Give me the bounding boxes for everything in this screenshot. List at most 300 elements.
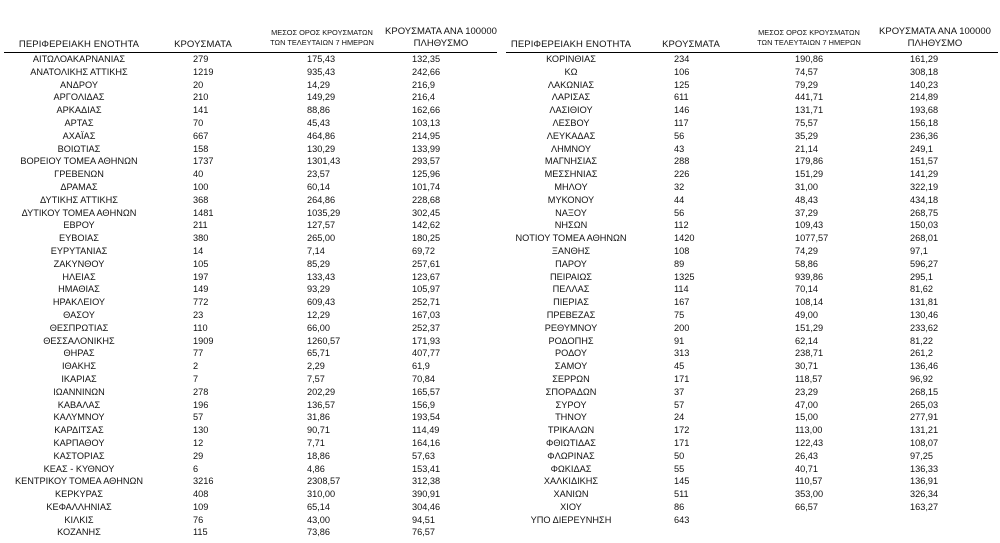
per100k-cell: 125,96 xyxy=(412,169,441,180)
per100k-cell: 164,16 xyxy=(412,437,441,448)
avg7-cell: 15,00 xyxy=(795,412,818,423)
per100k-cell: 252,37 xyxy=(412,322,441,333)
region-cell: ΣΠΟΡΑΔΩΝ xyxy=(545,386,597,397)
table-row xyxy=(0,130,500,143)
table-row xyxy=(506,488,1000,501)
cases-cell: 70 xyxy=(193,117,204,128)
region-cell: ΗΛΕΙΑΣ xyxy=(62,271,96,282)
per100k-cell: 103,13 xyxy=(412,117,441,128)
region-cell: ΡΟΔΟΠΗΣ xyxy=(548,335,594,346)
avg7-cell: 130,29 xyxy=(307,143,336,154)
table-row xyxy=(0,66,500,79)
table-row xyxy=(0,501,500,514)
table-row xyxy=(0,386,500,399)
region-cell: ΛΕΥΚΑΔΑΣ xyxy=(546,130,596,141)
region-cell: ΛΗΜΝΟΥ xyxy=(550,143,592,154)
region-cell: ΔΡΑΜΑΣ xyxy=(60,181,98,192)
region-cell: ΑΝΔΡΟΥ xyxy=(59,79,98,90)
cases-cell: 234 xyxy=(674,54,690,64)
region-cell: ΝΗΣΩΝ xyxy=(554,220,588,231)
avg7-cell: 74,29 xyxy=(795,245,818,256)
avg7-cell: 264,86 xyxy=(307,194,336,205)
cases-cell: 1481 xyxy=(193,207,214,218)
cases-cell: 288 xyxy=(674,156,690,167)
table-row xyxy=(0,91,500,104)
cases-cell: 76 xyxy=(193,514,204,525)
region-cell: ΕΒΡΟΥ xyxy=(63,220,95,231)
table-row xyxy=(506,245,1000,258)
table-row xyxy=(506,347,1000,360)
avg7-cell: 2308,57 xyxy=(307,476,341,487)
table-row xyxy=(506,219,1000,232)
table-row xyxy=(506,501,1000,514)
region-cell: ΚΙΛΚΙΣ xyxy=(64,514,94,525)
header-avg7 xyxy=(262,28,382,47)
cases-cell: 380 xyxy=(193,233,209,244)
cases-cell: 200 xyxy=(674,322,690,333)
avg7-cell: 353,00 xyxy=(795,489,824,500)
table-row xyxy=(506,130,1000,143)
avg7-cell: 47,00 xyxy=(795,399,818,410)
per100k-cell: 302,45 xyxy=(412,207,441,218)
avg7-cell: 1301,43 xyxy=(307,156,341,167)
avg7-cell: 45,43 xyxy=(307,117,330,128)
table-row xyxy=(0,53,500,66)
per100k-cell: 390,91 xyxy=(412,489,441,500)
avg7-cell: 441,71 xyxy=(795,92,824,103)
region-cell: ΧΑΝΙΩΝ xyxy=(553,489,589,500)
table-row xyxy=(506,53,1000,66)
region-cell: ΛΑΚΩΝΙΑΣ xyxy=(547,79,595,90)
region-cell: ΚΕΝΤΡΙΚΟΥ ΤΟΜΕΑ ΑΘΗΝΩΝ xyxy=(14,476,144,487)
table-row xyxy=(0,271,500,284)
cases-cell: 197 xyxy=(193,271,209,282)
cases-cell: 278 xyxy=(193,386,209,397)
region-cell: ΣΑΜΟΥ xyxy=(554,361,588,372)
region-cell: ΑΡΚΑΔΙΑΣ xyxy=(56,105,102,116)
avg7-cell: 238,71 xyxy=(795,348,824,359)
cases-cell: 611 xyxy=(674,92,689,103)
table-row xyxy=(0,283,500,296)
per100k-cell: 326,34 xyxy=(910,489,939,500)
cases-cell: 57 xyxy=(674,399,685,410)
avg7-cell: 90,71 xyxy=(307,425,330,436)
header-cases: ΚΡΟΥΣΜΑΤΑ xyxy=(174,39,232,50)
cases-cell: 141 xyxy=(193,105,209,116)
cases-cell: 45 xyxy=(674,361,685,372)
region-cell: ΝΟΤΙΟΥ ΤΟΜΕΑ ΑΘΗΝΩΝ xyxy=(515,233,627,244)
cases-cell: 77 xyxy=(193,348,204,359)
cases-cell: 667 xyxy=(193,130,209,141)
region-cell: ΚΑΛΥΜΝΟΥ xyxy=(53,412,105,423)
avg7-cell: 70,14 xyxy=(795,284,818,295)
per100k-cell: 252,71 xyxy=(412,297,441,308)
avg7-cell: 1260,57 xyxy=(307,335,341,346)
per100k-cell: 131,81 xyxy=(910,297,939,308)
header-per100k xyxy=(382,26,500,50)
header-region: ΠΕΡΙΦΕΡΕΙΑΚΗ ΕΝΟΤΗΤΑ xyxy=(510,39,632,50)
region-cell: ΦΩΚΙΔΑΣ xyxy=(550,463,592,474)
table-row xyxy=(0,463,500,476)
cases-cell: 408 xyxy=(193,489,209,500)
table-row xyxy=(506,475,1000,488)
per100k-cell: 151,57 xyxy=(910,156,939,167)
table-row xyxy=(0,424,500,437)
table-row xyxy=(0,155,500,168)
avg7-cell: 4,86 xyxy=(307,463,325,474)
per100k-cell: 156,9 xyxy=(412,399,435,410)
table-row xyxy=(0,514,500,527)
header-cases: ΚΡΟΥΣΜΑΤΑ xyxy=(662,39,720,50)
avg7-cell: 151,29 xyxy=(795,322,824,333)
per100k-cell: 165,57 xyxy=(412,386,441,397)
avg7-cell: 1077,57 xyxy=(795,233,829,244)
per100k-cell: 277,91 xyxy=(910,412,939,423)
region-cell: ΚΑΡΠΑΘΟΥ xyxy=(53,437,105,448)
per100k-cell: 162,66 xyxy=(412,105,441,116)
cases-cell: 2 xyxy=(193,361,199,372)
region-cell: ΡΟΔΟΥ xyxy=(554,348,587,359)
cases-cell: 210 xyxy=(193,92,209,103)
region-cell: ΦΛΩΡΙΝΑΣ xyxy=(547,450,595,461)
per100k-cell: 228,68 xyxy=(412,194,441,205)
per100k-cell: 131,21 xyxy=(910,425,939,436)
region-cell: ΠΡΕΒΕΖΑΣ xyxy=(546,309,596,320)
per100k-cell: 295,1 xyxy=(910,271,933,282)
table-row xyxy=(506,232,1000,245)
table-row xyxy=(506,437,1000,450)
region-cell: ΤΗΝΟΥ xyxy=(555,412,587,423)
cases-cell: 44 xyxy=(674,194,685,205)
per100k-cell: 101,74 xyxy=(412,181,441,192)
cases-cell: 29 xyxy=(193,450,204,461)
cases-cell: 196 xyxy=(193,399,209,410)
per100k-cell: 261,2 xyxy=(910,348,933,359)
avg7-cell: 35,29 xyxy=(795,130,818,141)
header-avg7-line1: ΜΕΣΟΣ ΟΡΟΣ ΚΡΟΥΣΜΑΤΩΝ xyxy=(758,28,860,37)
region-cell: ΚΟΖΑΝΗΣ xyxy=(57,527,101,538)
cases-cell: 89 xyxy=(674,258,685,269)
cases-cell: 1325 xyxy=(674,271,695,282)
region-cell: ΧΙΟΥ xyxy=(560,501,582,512)
per100k-cell: 123,67 xyxy=(412,271,441,282)
region-cell: ΑΡΤΑΣ xyxy=(64,117,94,128)
region-cell: ΘΗΡΑΣ xyxy=(63,348,95,359)
cases-cell: 108 xyxy=(674,245,690,256)
per100k-cell: 69,72 xyxy=(412,245,435,256)
table-row xyxy=(506,309,1000,322)
avg7-cell: 464,86 xyxy=(307,130,336,141)
per100k-cell: 96,92 xyxy=(910,373,933,384)
table-row xyxy=(506,463,1000,476)
per100k-cell: 167,03 xyxy=(412,309,441,320)
header-avg7 xyxy=(748,28,870,47)
table-row xyxy=(0,168,500,181)
avg7-cell: 40,71 xyxy=(795,463,818,474)
per100k-cell: 214,95 xyxy=(412,130,441,141)
region-cell: ΑΡΓΟΛΙΔΑΣ xyxy=(53,92,105,103)
avg7-cell: 37,29 xyxy=(795,207,818,218)
region-cell: ΧΑΛΚΙΔΙΚΗΣ xyxy=(543,476,599,487)
per100k-cell: 105,97 xyxy=(412,284,441,295)
per100k-cell: 81,22 xyxy=(910,335,933,346)
table-row xyxy=(506,386,1000,399)
table-row xyxy=(0,437,500,450)
cases-cell: 125 xyxy=(674,79,690,90)
per100k-cell: 304,46 xyxy=(412,501,441,512)
table-row xyxy=(506,424,1000,437)
avg7-cell: 131,71 xyxy=(795,105,824,116)
region-cell: ΚΑΒΑΛΑΣ xyxy=(57,399,101,410)
cases-cell: 1219 xyxy=(193,66,214,77)
cases-cell: 86 xyxy=(674,501,685,512)
per100k-cell: 312,38 xyxy=(412,476,441,487)
cases-cell: 171 xyxy=(674,373,690,384)
table-row xyxy=(506,296,1000,309)
region-cell: ΙΩΑΝΝΙΝΩΝ xyxy=(53,386,105,397)
per100k-cell: 257,61 xyxy=(412,258,441,269)
per100k-cell: 136,91 xyxy=(910,476,939,487)
per100k-cell: 249,1 xyxy=(910,143,933,154)
region-cell: ΑΙΤΩΛΟΑΚΑΡΝΑΝΙΑΣ xyxy=(32,54,126,64)
region-cell: ΣΕΡΡΩΝ xyxy=(552,373,590,384)
region-cell: ΚΩ xyxy=(564,66,578,77)
cases-cell: 511 xyxy=(674,489,689,500)
avg7-cell: 60,14 xyxy=(307,181,330,192)
table-row xyxy=(0,296,500,309)
per100k-cell: 97,25 xyxy=(910,450,933,461)
cases-cell: 279 xyxy=(193,54,209,64)
cases-cell: 149 xyxy=(193,284,209,295)
avg7-cell: 2,29 xyxy=(307,361,325,372)
cases-cell: 167 xyxy=(674,297,690,308)
table-row xyxy=(506,155,1000,168)
per100k-cell: 133,99 xyxy=(412,143,441,154)
avg7-cell: 58,86 xyxy=(795,258,818,269)
per100k-cell: 140,23 xyxy=(910,79,939,90)
header-region: ΠΕΡΙΦΕΡΕΙΑΚΗ ΕΝΟΤΗΤΑ xyxy=(18,39,140,50)
cases-cell: 1420 xyxy=(674,233,695,244)
table-row xyxy=(506,181,1000,194)
per100k-cell: 114,49 xyxy=(412,425,440,436)
region-cell: ΔΥΤΙΚΟΥ ΤΟΜΕΑ ΑΘΗΝΩΝ xyxy=(21,207,137,218)
table-row xyxy=(506,514,1000,527)
region-cell: ΥΠΟ ΔΙΕΡΕΥΝΗΣΗ xyxy=(530,514,612,525)
avg7-cell: 73,86 xyxy=(307,527,330,538)
avg7-cell: 66,57 xyxy=(795,501,818,512)
region-cell: ΠΕΙΡΑΙΩΣ xyxy=(550,271,592,282)
table-row xyxy=(506,450,1000,463)
table-row xyxy=(506,322,1000,335)
avg7-cell: 110,57 xyxy=(795,476,823,487)
avg7-cell: 74,57 xyxy=(795,66,818,77)
cases-cell: 75 xyxy=(674,309,685,320)
per100k-cell: 268,75 xyxy=(910,207,939,218)
avg7-cell: 26,43 xyxy=(795,450,818,461)
region-cell: ΔΥΤΙΚΗΣ ΑΤΤΙΚΗΣ xyxy=(40,194,118,205)
avg7-cell: 30,71 xyxy=(795,361,818,372)
avg7-cell: 310,00 xyxy=(307,489,336,500)
per100k-cell: 434,18 xyxy=(910,194,939,205)
per100k-cell: 132,35 xyxy=(412,54,441,64)
avg7-cell: 151,29 xyxy=(795,169,824,180)
region-cell: ΕΥΡΥΤΑΝΙΑΣ xyxy=(50,245,108,256)
table-row xyxy=(506,66,1000,79)
per100k-cell: 180,25 xyxy=(412,233,441,244)
per100k-cell: 596,27 xyxy=(910,258,939,269)
table-row xyxy=(0,194,500,207)
avg7-cell: 43,00 xyxy=(307,514,330,525)
table-row xyxy=(0,475,500,488)
region-cell: ΙΘΑΚΗΣ xyxy=(61,361,97,372)
table-row xyxy=(0,488,500,501)
avg7-cell: 202,29 xyxy=(307,386,336,397)
per100k-cell: 81,62 xyxy=(910,284,933,295)
per100k-cell: 108,07 xyxy=(910,437,939,448)
table-row xyxy=(506,91,1000,104)
table-row xyxy=(0,79,500,92)
cases-cell: 117 xyxy=(674,117,689,128)
per100k-cell: 242,66 xyxy=(412,66,441,77)
avg7-cell: 7,71 xyxy=(307,437,325,448)
header-per100k xyxy=(872,26,998,50)
cases-cell: 172 xyxy=(674,425,690,436)
region-cell: ΛΕΣΒΟΥ xyxy=(552,117,590,128)
per100k-cell: 61,9 xyxy=(412,361,430,372)
header-avg7-line2: ΤΩΝ ΤΕΛΕΥΤΑΙΩΝ 7 ΗΜΕΡΩΝ xyxy=(270,37,374,47)
per100k-cell: 216,9 xyxy=(412,79,435,90)
region-cell: ΡΕΘΥΜΝΟΥ xyxy=(544,322,598,333)
region-cell: ΠΕΛΛΑΣ xyxy=(552,284,590,295)
region-cell: ΒΟΙΩΤΙΑΣ xyxy=(57,143,101,154)
cases-cell: 50 xyxy=(674,450,685,461)
avg7-cell: 175,43 xyxy=(307,54,336,64)
avg7-cell: 66,00 xyxy=(307,322,330,333)
cases-cell: 100 xyxy=(193,181,209,192)
avg7-cell: 65,14 xyxy=(307,501,330,512)
cases-cell: 43 xyxy=(674,143,685,154)
avg7-cell: 23,57 xyxy=(307,169,330,180)
region-cell: ΦΘΙΩΤΙΔΑΣ xyxy=(545,437,596,448)
per100k-cell: 265,03 xyxy=(910,399,939,410)
table-row xyxy=(0,360,500,373)
table-row xyxy=(506,258,1000,271)
table-row xyxy=(0,309,500,322)
cases-cell: 211 xyxy=(193,220,208,231)
per100k-cell: 156,18 xyxy=(910,117,939,128)
region-cell: ΑΝΑΤΟΛΙΚΗΣ ΑΤΤΙΚΗΣ xyxy=(30,66,128,77)
table-row xyxy=(506,271,1000,284)
avg7-cell: 122,43 xyxy=(795,437,824,448)
region-cell: ΚΑΣΤΟΡΙΑΣ xyxy=(53,450,105,461)
region-cell: ΗΡΑΚΛΕΙΟΥ xyxy=(52,297,106,308)
avg7-cell: 113,00 xyxy=(795,425,823,436)
region-cell: ΚΕΑΣ - ΚΥΘΝΟΥ xyxy=(43,463,115,474)
cases-cell: 171 xyxy=(674,437,690,448)
cases-cell: 12 xyxy=(193,437,204,448)
table-row xyxy=(506,168,1000,181)
header-per100k-line1: ΚΡΟΥΣΜΑΤΑ ΑΝΑ 100000 xyxy=(385,26,497,37)
per100k-cell: 76,57 xyxy=(412,527,435,538)
region-cell: ΘΕΣΠΡΩΤΙΑΣ xyxy=(49,322,109,333)
avg7-cell: 136,57 xyxy=(307,399,336,410)
per100k-cell: 153,41 xyxy=(412,463,441,474)
avg7-cell: 48,43 xyxy=(795,194,818,205)
per100k-cell: 97,1 xyxy=(910,245,928,256)
per100k-cell: 322,19 xyxy=(910,181,939,192)
per100k-cell: 142,62 xyxy=(412,220,441,231)
avg7-cell: 179,86 xyxy=(795,156,824,167)
table-row xyxy=(506,143,1000,156)
cases-cell: 20 xyxy=(193,79,204,90)
cases-cell: 115 xyxy=(193,527,208,538)
region-cell: ΕΥΒΟΙΑΣ xyxy=(59,233,99,244)
cases-cell: 23 xyxy=(193,309,204,320)
cases-cell: 145 xyxy=(674,476,690,487)
cases-cell: 368 xyxy=(193,194,209,205)
cases-cell: 1909 xyxy=(193,335,214,346)
per100k-cell: 130,46 xyxy=(910,309,939,320)
region-cell: ΚΟΡΙΝΘΙΑΣ xyxy=(546,54,596,64)
cases-cell: 146 xyxy=(674,105,690,116)
per100k-cell: 136,46 xyxy=(910,361,939,372)
avg7-cell: 12,29 xyxy=(307,309,330,320)
region-cell: ΜΗΛΟΥ xyxy=(554,181,588,192)
region-cell: ΣΥΡΟΥ xyxy=(555,399,587,410)
avg7-cell: 85,29 xyxy=(307,258,330,269)
table-row xyxy=(506,104,1000,117)
table-row xyxy=(0,335,500,348)
avg7-cell: 108,14 xyxy=(795,297,824,308)
table-row xyxy=(0,104,500,117)
region-cell: ΘΕΣΣΑΛΟΝΙΚΗΣ xyxy=(43,335,115,346)
per100k-cell: 308,18 xyxy=(910,66,939,77)
per100k-cell: 293,57 xyxy=(412,156,441,167)
table-row xyxy=(506,373,1000,386)
per100k-cell: 193,68 xyxy=(910,105,939,116)
cases-cell: 37 xyxy=(674,386,685,397)
table-row xyxy=(506,207,1000,220)
cases-cell: 6 xyxy=(193,463,199,474)
region-cell: ΚΕΡΚΥΡΑΣ xyxy=(55,489,103,500)
table-row xyxy=(0,232,500,245)
per100k-cell: 57,63 xyxy=(412,450,435,461)
region-cell: ΓΡΕΒΕΝΩΝ xyxy=(54,169,104,180)
cases-cell: 112 xyxy=(674,220,689,231)
cases-cell: 56 xyxy=(674,130,685,141)
per100k-cell: 268,01 xyxy=(910,233,939,244)
region-cell: ΤΡΙΚΑΛΩΝ xyxy=(547,425,595,436)
cases-cell: 91 xyxy=(674,335,685,346)
table-row xyxy=(0,411,500,424)
table-header xyxy=(0,20,500,52)
region-cell: ΜΑΓΝΗΣΙΑΣ xyxy=(544,156,598,167)
table-row xyxy=(506,335,1000,348)
region-cell: ΑΧΑΪΑΣ xyxy=(62,130,96,141)
avg7-cell: 7,57 xyxy=(307,373,325,384)
cases-cell: 40 xyxy=(193,169,204,180)
region-cell: ΗΜΑΘΙΑΣ xyxy=(58,284,100,295)
table-row xyxy=(0,526,500,539)
per100k-cell: 150,03 xyxy=(910,220,939,231)
avg7-cell: 88,86 xyxy=(307,105,330,116)
avg7-cell: 65,71 xyxy=(307,348,330,359)
avg7-cell: 1035,29 xyxy=(307,207,341,218)
per100k-cell: 171,93 xyxy=(412,335,441,346)
region-cell: ΘΑΣΟΥ xyxy=(63,309,95,320)
per100k-cell: 214,89 xyxy=(910,92,939,103)
region-cell: ΠΑΡΟΥ xyxy=(555,258,587,269)
